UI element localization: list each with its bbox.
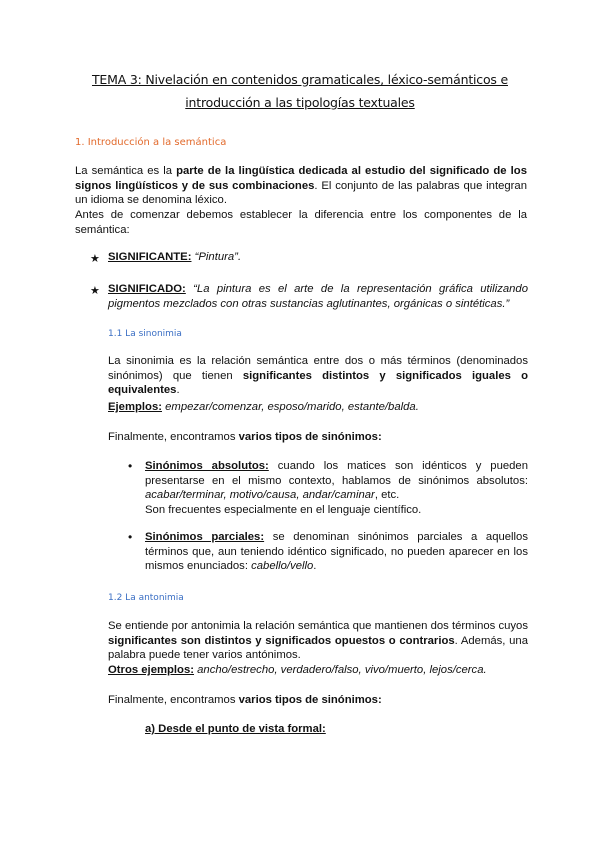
bullet-icon: •: [128, 530, 133, 544]
examples-antonimia: Otros ejemplos: ancho/estrecho, verdadero/falso, vivo/muerto, lejos/cerca.: [108, 664, 487, 676]
paragraph-components-intro: Antes de comenzar debemos establecer la diferencia entre los componentes de la semántica:: [75, 209, 527, 236]
list-item-sinonimos-absolutos: Sinónimos absolutos: cuando los matices son idénticos y pueden presentarse en el mismo contexto, hablamos de sinónimos absolutos: acabar/terminar, motivo/causa, andar/caminar, etc. Son frecuentes especialmente en el lenguaje científico.: [145, 460, 528, 516]
list-item-sinonimos-parciales: Sinónimos parciales: se denominan sinónimos parciales a aquellos términos que, aun teniendo idéntico significado, no pueden aparecer en los mismos enunciados: cabello/vello.: [145, 531, 528, 572]
list-item-significante: SIGNIFICANTE: “Pintura”.: [108, 251, 242, 263]
examples-sinonimia: Ejemplos: empezar/comenzar, esposo/marido, estante/balda.: [108, 401, 419, 413]
document-title-line-2: introducción a las tipologías textuales: [185, 95, 415, 110]
section-heading-semantica: 1. Introducción a la semántica: [75, 137, 227, 148]
bold-definition: parte de la lingüística dedicada al estudio del significado de los signos lingüísticos y de sus combinaciones: [75, 165, 527, 192]
list-item-significado: SIGNIFICADO: “La pintura es el arte de la representación gráfica utilizando pigmentos mezclados con otras sustancias aglutinantes, orgánicas o sintéticas.”: [108, 283, 528, 310]
paragraph-antonimia-definition: Se entiende por antonimia la relación semántica que mantienen dos términos cuyos significantes son distintos y significados opuestos o contrarios. Además, una palabra puede tener varios antónimos.: [108, 620, 528, 661]
subsection-heading-sinonimia: 1.1 La sinonimia: [108, 329, 182, 339]
paragraph-semantica-definition: La semántica es la parte de la lingüística dedicada al estudio del significado de los signos lingüísticos y de sus combinaciones. El conjunto de las palabras que integran un idioma se denomina léxico.: [75, 165, 527, 206]
star-bullet-icon: ★: [90, 253, 100, 265]
paragraph-tipos-sinonimos: Finalmente, encontramos varios tipos de sinónimos:: [108, 431, 382, 443]
subsection-heading-antonimia: 1.2 La antonimia: [108, 593, 184, 603]
document-title-line-1: TEMA 3: Nivelación en contenidos gramaticales, léxico-semánticos e: [91, 72, 508, 87]
subheading-punto-vista-formal: a) Desde el punto de vista formal:: [145, 723, 326, 735]
bullet-icon: •: [128, 459, 133, 473]
paragraph-tipos-antonimos: Finalmente, encontramos varios tipos de sinónimos:: [108, 694, 382, 706]
star-bullet-icon: ★: [90, 285, 100, 297]
paragraph-sinonimia-definition: La sinonimia es la relación semántica entre dos o más términos (denominados sinónimos) que tienen significantes distintos y significados iguales o equivalentes.: [108, 355, 529, 396]
